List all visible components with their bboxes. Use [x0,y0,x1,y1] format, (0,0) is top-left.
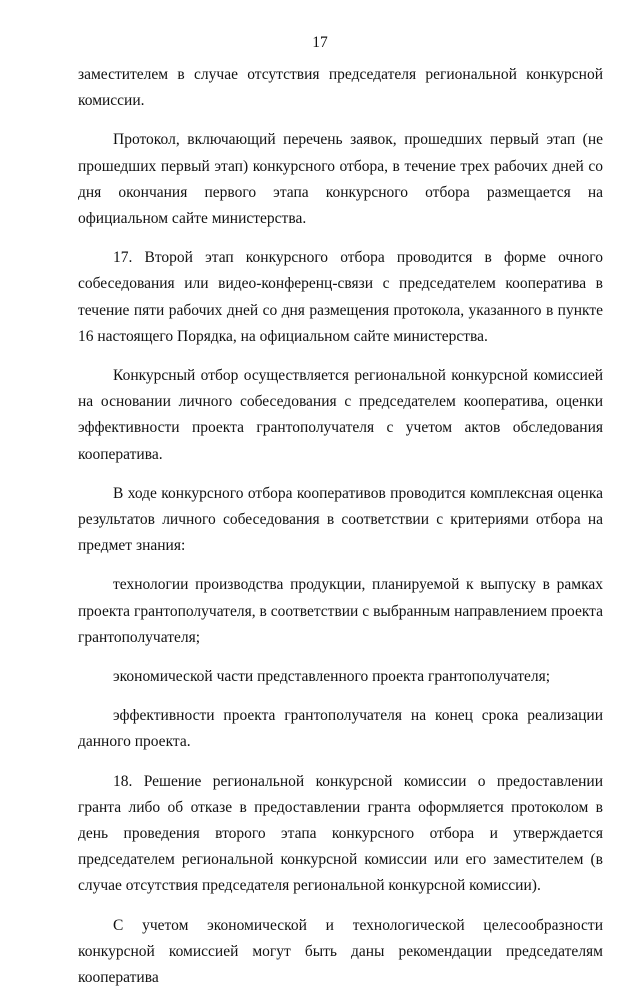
list-item-economics: экономической части представленного проекта грантополучателя; [113,668,551,686]
document-body [78,62,603,1004]
paragraph-continuation: заместителем в случае отсутствия председателя региональной конкурсной комиссии. [78,66,603,110]
paragraph-assessment: В ходе конкурсного отбора кооперативов проводится комплексная оценка результатов личного собеседования в соответствии с критериями отбора на предмет знания: [78,484,603,555]
paragraph-recommendations: С учетом экономической и технологической целесообразности конкурсной комиссией могут быть даны рекомендации председателям кооператива [78,916,603,987]
list-item-technology: технологии производства продукции, планируемой к выпуску в рамках проекта грантополучателя, в соответствии с выбранным направлением проекта грантополучателя; [78,576,603,646]
paragraph-item-18: 18. Решение региональной конкурсной комиссии о предоставлении гранта либо об отказе в предоставлении гранта оформляется протоколом в день проведения второго этапа конкурсного отбора и утверждается председателем региональной конкурсной комиссии или его заместителем (в случае отсутствия председателя региональной конкурсной комиссии). [78,772,603,895]
page-number: 17 [312,34,328,51]
paragraph-protocol: Протокол, включающий перечень заявок, прошедших первый этап (не прошедших первый этап) конкурсного отбора, в течение трех рабочих дней со дня окончания первого этапа конкурсного отбора размещается на официальном сайте министерства. [78,131,603,228]
paragraph-item-17: 17. Второй этап конкурсного отбора проводится в форме очного собеседования или видео-конференц-связи с председателем кооператива в течение пяти рабочих дней со дня размещения протокола, указанного в пункте 16 настоящего Порядка, на официальном сайте министерства. [78,249,603,345]
paragraph-selection-basis: Конкурсный отбор осуществляется региональной конкурсной комиссией на основании личного собеседования с председателем кооператива, оценки эффективности проекта грантополучателя с учетом актов обследования кооператива. [78,367,603,463]
list-item-efficiency: эффективности проекта грантополучателя на конец срока реализации данного проекта. [78,707,603,751]
